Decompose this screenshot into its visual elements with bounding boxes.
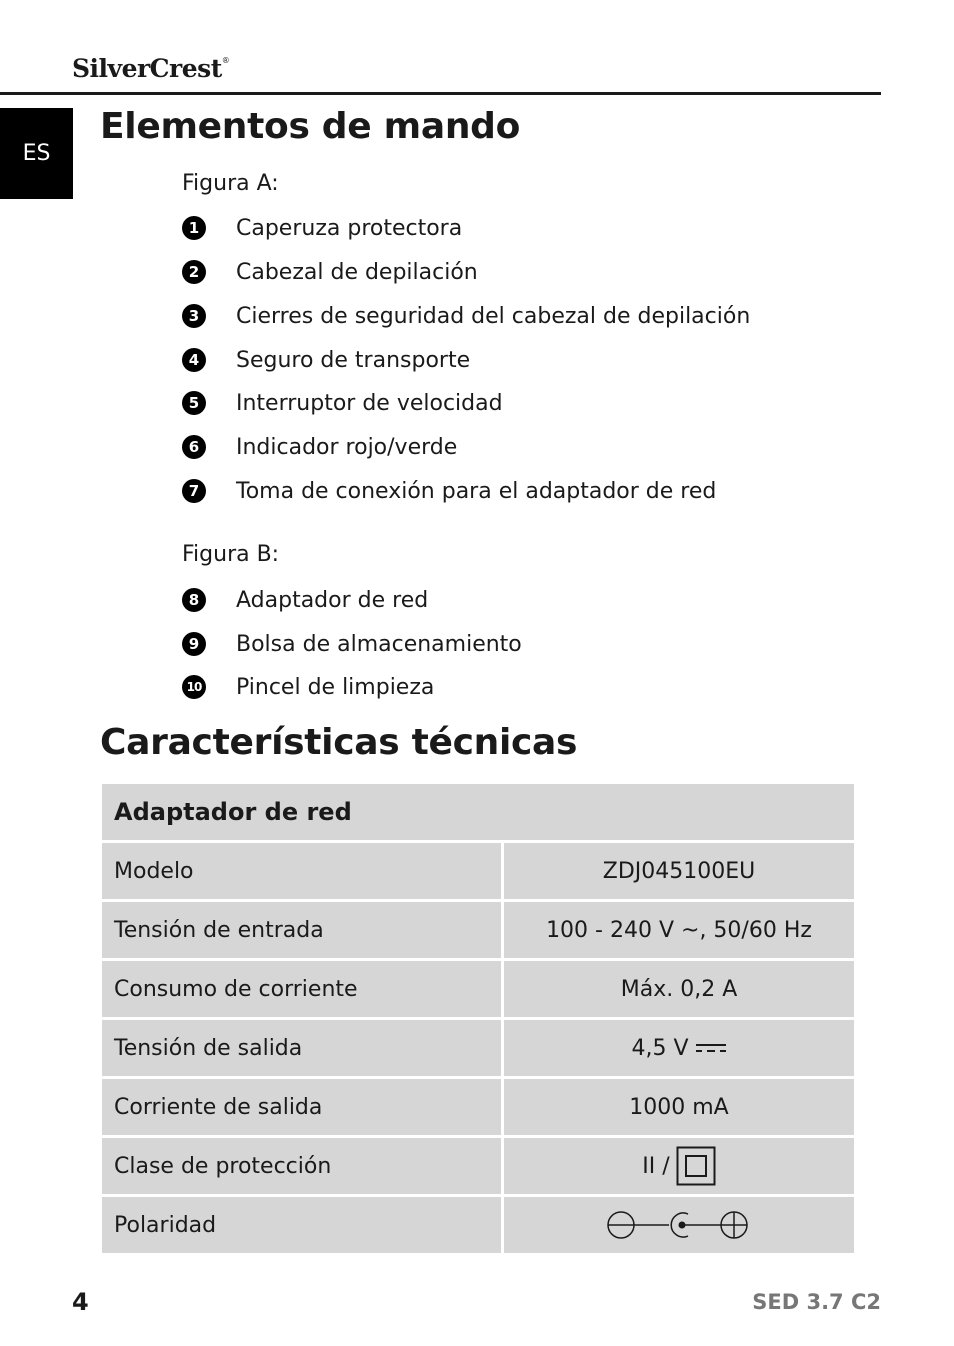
table-cell-value: 1000 mA xyxy=(504,1079,854,1135)
number-badge: 1 xyxy=(182,216,206,240)
number-badge: 5 xyxy=(182,391,206,415)
list-item xyxy=(182,433,457,461)
number-badge: 10 xyxy=(182,675,206,699)
figure-b-label: Figura B: xyxy=(182,542,280,567)
table-cell-value: ZDJ045100EU xyxy=(504,843,854,899)
list-item-text: Interruptor de velocidad xyxy=(236,390,503,416)
brand-logo: SilverCrest® xyxy=(72,54,230,83)
number-badge: 6 xyxy=(182,435,206,459)
list-item xyxy=(182,258,478,286)
list-item xyxy=(182,477,716,505)
list-item xyxy=(182,630,522,658)
table-cell-label: Corriente de salida xyxy=(102,1079,501,1135)
table-cell-value: Máx. 0,2 A xyxy=(504,961,854,1017)
table-row xyxy=(102,1020,854,1076)
double-insulation-icon xyxy=(676,1146,716,1186)
table-row xyxy=(102,1197,854,1253)
model-code: SED 3.7 C2 xyxy=(752,1290,881,1314)
list-item-text: Seguro de transporte xyxy=(236,347,471,373)
table-cell-value xyxy=(504,1020,854,1076)
specs-table xyxy=(102,784,854,1253)
dc-symbol-icon xyxy=(695,1041,727,1055)
table-cell-label: Tensión de salida xyxy=(102,1020,501,1076)
list-item xyxy=(182,389,503,417)
list-item xyxy=(182,302,750,330)
table-cell-label: Modelo xyxy=(102,843,501,899)
list-item xyxy=(182,346,470,374)
page-number: 4 xyxy=(72,1288,89,1316)
list-item-text: Toma de conexión para el adaptador de red xyxy=(236,478,717,504)
list-item-text: Pincel de limpieza xyxy=(236,674,435,700)
table-cell-label: Clase de protección xyxy=(102,1138,501,1194)
list-item xyxy=(182,673,434,701)
number-badge: 3 xyxy=(182,304,206,328)
number-badge: 2 xyxy=(182,260,206,284)
list-item-text: Cabezal de depilación xyxy=(236,259,478,285)
table-cell-value xyxy=(504,1138,854,1194)
number-badge: 4 xyxy=(182,348,206,372)
table-row xyxy=(102,1138,854,1194)
protection-class-text: II / xyxy=(642,1153,670,1179)
number-badge: 8 xyxy=(182,588,206,612)
table-row xyxy=(102,843,854,899)
list-item-text: Caperuza protectora xyxy=(236,215,463,241)
table-header: Adaptador de red xyxy=(102,784,854,840)
list-item-text: Indicador rojo/verde xyxy=(236,434,458,460)
table-row xyxy=(102,961,854,1017)
table-cell-value: 100 - 240 V ~, 50/60 Hz xyxy=(504,902,854,958)
table-row xyxy=(102,902,854,958)
list-item-text: Adaptador de red xyxy=(236,587,429,613)
number-badge: 9 xyxy=(182,632,206,656)
list-item xyxy=(182,214,462,242)
list-item xyxy=(182,586,428,614)
number-badge: 7 xyxy=(182,479,206,503)
section-title-controls: Elementos de mando xyxy=(100,106,521,147)
list-item-text: Cierres de seguridad del cabezal de depilación xyxy=(236,303,751,329)
table-row xyxy=(102,1079,854,1135)
list-item-text: Bolsa de almacenamiento xyxy=(236,631,522,657)
language-tab: ES xyxy=(0,108,73,199)
figure-a-label: Figura A: xyxy=(182,171,279,196)
table-cell-label: Polaridad xyxy=(102,1197,501,1253)
polarity-icon xyxy=(606,1210,752,1240)
header-rule xyxy=(0,92,881,95)
output-voltage-text: 4,5 V xyxy=(631,1035,689,1061)
table-cell-label: Consumo de corriente xyxy=(102,961,501,1017)
table-cell-value xyxy=(504,1197,854,1253)
table-cell-label: Tensión de entrada xyxy=(102,902,501,958)
section-title-specs: Características técnicas xyxy=(100,722,578,763)
